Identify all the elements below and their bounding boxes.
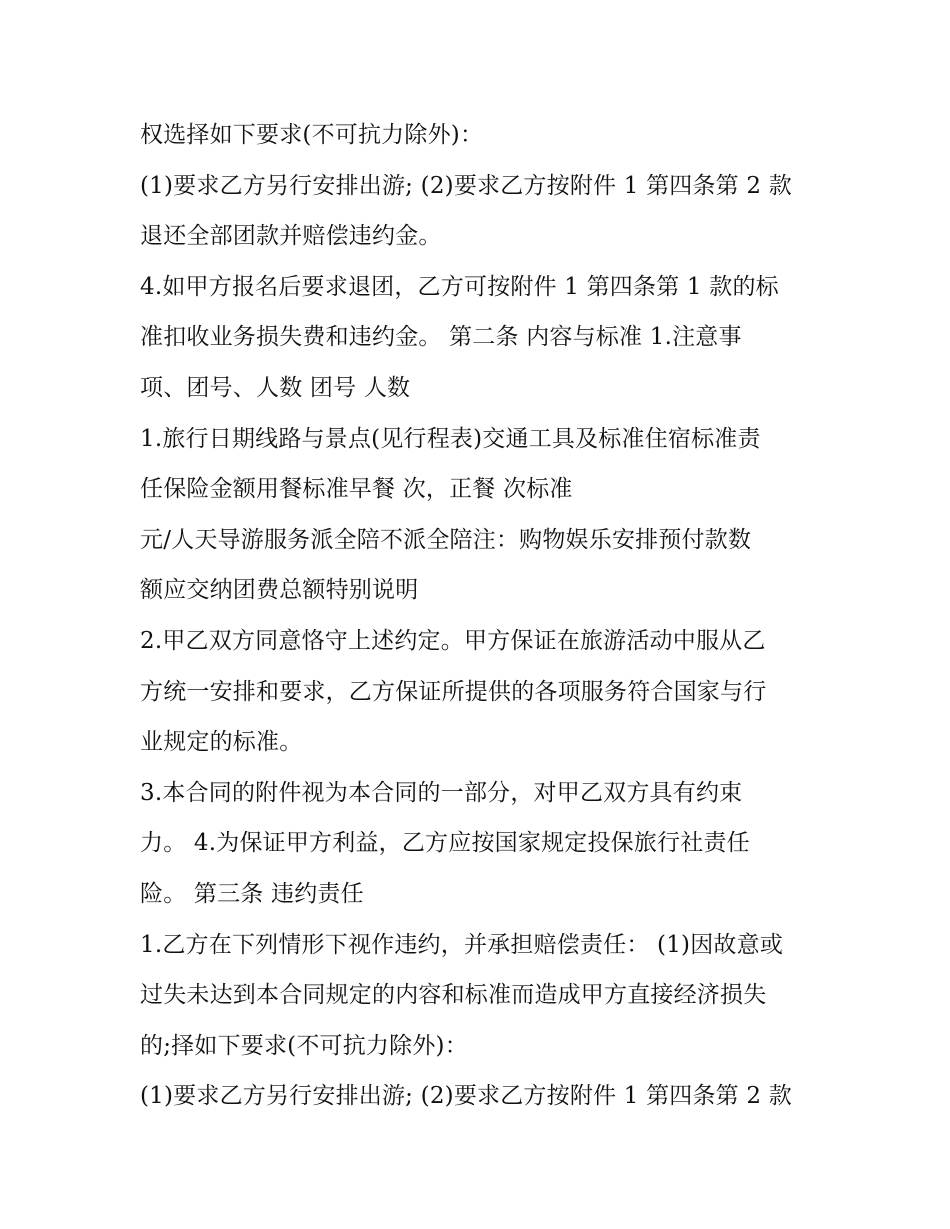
text-line-2: (1)要求乙方另行安排出游; (2)要求乙方按附件 1 第四条第 2 款 — [140, 172, 792, 199]
text-line-18: 过失未达到本合同规定的内容和标准而造成甲方直接经济损失 — [140, 982, 767, 1009]
text-line-4: 4.如甲方报名后要求退团，乙方可按附件 1 第四条第 1 款的标 — [140, 273, 779, 300]
text-line-9: 元/人天导游服务派全陪不派全陪注：购物娱乐安排预付款数 — [140, 526, 752, 553]
text-line-5: 准扣收业务损失费和违约金。 第二条 内容与标准 1.注意事 — [140, 324, 742, 351]
text-line-1: 权选择如下要求(不可抗力除外)： — [140, 122, 484, 148]
text-line-6: 项、团号、人数 团号 人数 — [140, 374, 411, 401]
text-line-13: 业规定的标准。 — [140, 729, 303, 756]
text-line-19: 的;择如下要求(不可抗力除外)： — [140, 1032, 468, 1059]
contract-text — [140, 110, 830, 1122]
text-line-12: 方统一安排和要求，乙方保证所提供的各项服务符合国家与行 — [140, 678, 767, 705]
text-line-10: 额应交纳团费总额特别说明 — [140, 577, 419, 604]
text-line-14: 3.本合同的附件视为本合同的一部分，对甲乙双方具有约束 — [140, 779, 743, 806]
text-line-20: (1)要求乙方另行安排出游; (2)要求乙方按附件 1 第四条第 2 款 — [140, 1083, 792, 1110]
text-line-17: 1.乙方在下列情形下视作违约，并承担赔偿责任： (1)因故意或 — [140, 931, 784, 958]
text-line-3: 退还全部团款并赔偿违约金。 — [140, 223, 442, 250]
text-line-16: 险。 第三条 违约责任 — [140, 880, 364, 907]
text-line-8: 任保险金额用餐标准早餐 次，正餐 次标准 — [140, 476, 573, 503]
text-line-15: 力。 4.为保证甲方利益，乙方应按国家规定投保旅行社责任 — [140, 830, 750, 857]
text-line-11: 2.甲乙双方同意恪守上述约定。甲方保证在旅游活动中服从乙 — [140, 627, 766, 654]
text-line-7: 1.旅行日期线路与景点(见行程表)交通工具及标准住宿标准责 — [140, 425, 761, 452]
